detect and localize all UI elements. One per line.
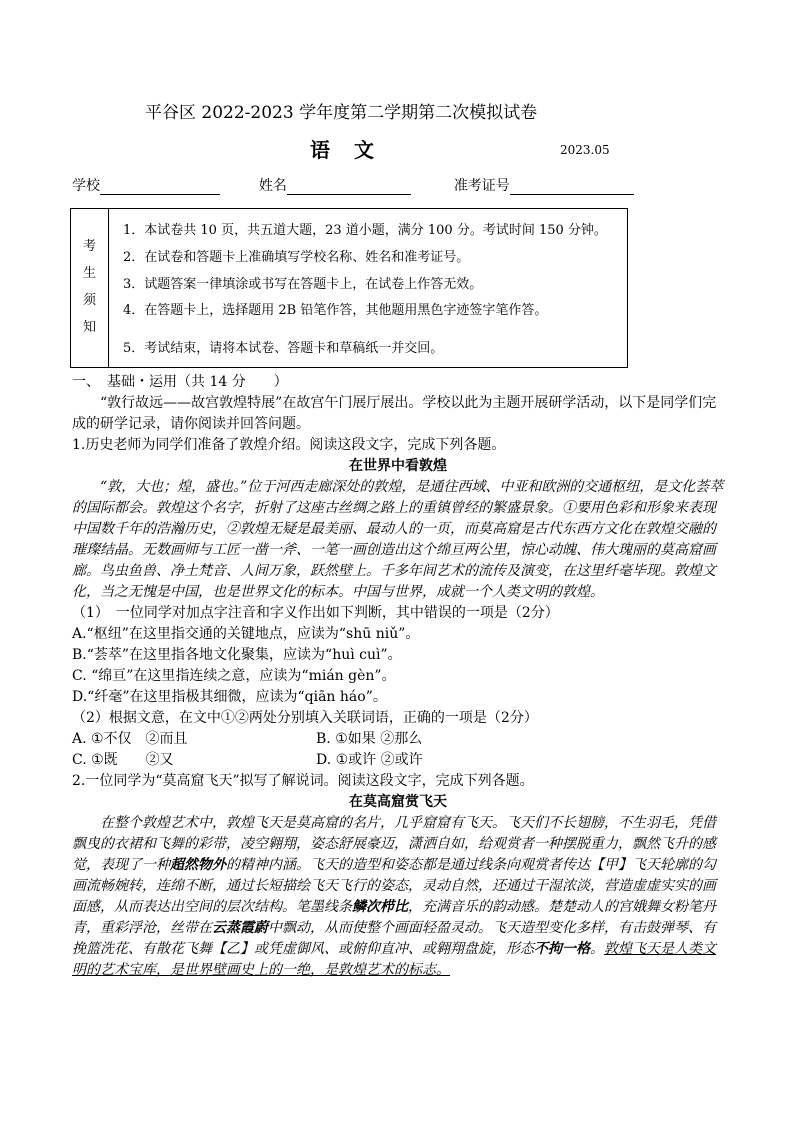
question-1-1: （1） 一位同学对加点字注音和字义作出如下判断，其中错误的一项是（2分） [72,605,559,621]
name-label: 姓名 [258,178,287,194]
section-heading: 一、 基础・运用（共 14 分 ） [72,374,288,390]
passage-text: 中飘动，从而使整个画面轻盈灵动。飞天造型变化多样，有击鼓弹琴、有挽篮洗花、有散花飞舞【乙】或凭虚御风、或俯仰直冲、或翱翔盘旋，形态 [72,920,716,957]
option-b: B.“荟萃”在这里指各地文化聚集，应读为“huì cuì”。 [72,647,402,663]
passage-1-title: 在世界中看敦煌 [349,458,447,474]
student-info-fields [72,175,634,195]
passage-text: 。 [590,941,604,957]
bold-term: 鳞次栉比 [352,899,408,915]
school-label: 学校 [72,178,100,194]
question-1-2: （2）根据文意，在文中①②两处分别填入关联词语，正确的一项是（2分） [72,710,538,726]
exam-id-label: 准考证号 [453,178,510,194]
passage-2 [72,813,724,981]
side-char: 须 [82,293,96,308]
question-1-stem: 1.历史老师为同学们准备了敦煌介绍。阅读这段文字，完成下列各题。 [72,437,506,453]
option-a: A.“枢纽”在这里指交通的关键地点，应读为“shū niǔ”。 [72,626,420,642]
question-2-stem: 2.一位同学为“莫高窟飞天”拟写了解说词。阅读这段文字，完成下列各题。 [72,773,534,789]
exam-id-blank[interactable] [510,180,634,195]
option-c: C. ①既 ②又 [72,752,174,768]
options-row [72,729,724,750]
option-b: B. ①如果 ②那么 [316,731,423,747]
side-char: 考 [82,239,96,254]
option-d: D.“纤毫”在这里指极其细微，应读为“qiān háo”。 [72,689,387,705]
subject-title: 语 文 [310,138,376,162]
options-row [72,750,724,771]
option-c: C. “绵亘”在这里指连续之意，应读为“mián gèn”。 [72,668,396,684]
notice-item: 3．试题答案一律填涂或书写在答题卡上，在试卷上作答无效。 [123,277,483,292]
bold-term: 不拘一格 [534,941,590,957]
school-blank[interactable] [100,180,220,195]
candidate-notice-box [70,208,628,368]
bold-term: 云蒸霞蔚 [212,920,268,936]
side-char: 生 [82,266,96,281]
exam-date: 2023.05 [560,143,610,157]
name-blank[interactable] [287,180,411,195]
notice-item: 5．考试结束，请将本试卷、答题卡和草稿纸一并交回。 [123,341,444,356]
passage-text: 在整个敦煌艺术中，敦煌飞天是莫高窟的名片，几乎窟窟有飞天。飞天们不长翅膀，不生羽毛，凭借飘曳的衣裙和飞舞的彩带，凌空翱翔，姿态舒展豪迈，潇洒自如，给观赏者一种摆脱重力，飘然飞升的感觉，表现了一种 [72,815,716,873]
notice-item: 4．在答题卡上，选择题用 2B 铅笔作答，其他题用黑色字迹签字笔作答。 [123,303,548,318]
bold-term: 超然物外 [170,857,226,873]
section-intro: “敦行故远——故宫敦煌特展”在故宫午门展厅展出。学校以此为主题开展研学活动，以下是同学们完成的研学记录，请你阅读并回答问题。 [72,395,717,432]
side-char: 知 [82,320,96,335]
passage-text: 的精神内涵。飞天的造型和姿态都是通过线条向观赏者传达【甲】飞天轮廓的勾画流畅婉转，连绵不断，通过长短描绘飞天飞行的姿态，灵动自然，还通过干湿浓淡，营造虚虚实实的画面感，从而表达出空间的层次结构。笔墨线条 [72,857,716,915]
notice-item: 1．本试卷共 10 页，共五道大题，23 道小题，满分 100 分。考试时间 150 分钟。 [123,223,607,238]
notice-side-label [71,209,109,367]
underlined-sentence: 敦煌飞天是人类文明的艺术宝库，是世界壁画史上的一绝，是敦煌艺术的标志。 [72,941,716,978]
exam-title: 平谷区 2022-2023 学年度第二学期第二次模拟试卷 [145,103,538,123]
passage-text: ，充满音乐的韵动感。楚楚动人的宫娥舞女粉笔丹青，重彩浮沧，丝带在 [72,899,716,936]
passage-1: “敦，大也；煌，盛也。”位于河西走廊深处的敦煌，是通往西域、中亚和欧洲的交通枢纽，是文化荟萃的国际都会。敦煌这个名字，折射了这座古丝绸之路上的重镇曾经的繁盛景象。①要用色彩和形象来表现中国数千年的浩瀚历史，②敦煌无疑是最美丽、最动人的一页，而莫高窟是古代东西方文化在敦煌交融的璀璨结晶。无数画师与工匠一凿一斧、一笔一画创造出这个绵亘两公里，惊心动魄、伟大瑰丽的莫高窟画廊。鸟虫鱼兽、净土梵音、人间万象，跃然壁上。千多年间艺术的流传及演变，在这里纤毫毕现。敦煌文化，当之无愧是中国，也是世界文化的标本。中国与世界，成就一个人类文明的敦煌。 [72,479,724,600]
section-one [72,372,724,981]
option-d: D. ①或许 ②或许 [316,752,423,768]
notice-item: 2．在试卷和答题卡上准确填写学校名称、姓名和准考证号。 [123,250,470,265]
passage-2-title: 在莫高窟赏飞天 [349,794,447,810]
option-a: A. ①不仅 ②而且 [72,731,188,747]
